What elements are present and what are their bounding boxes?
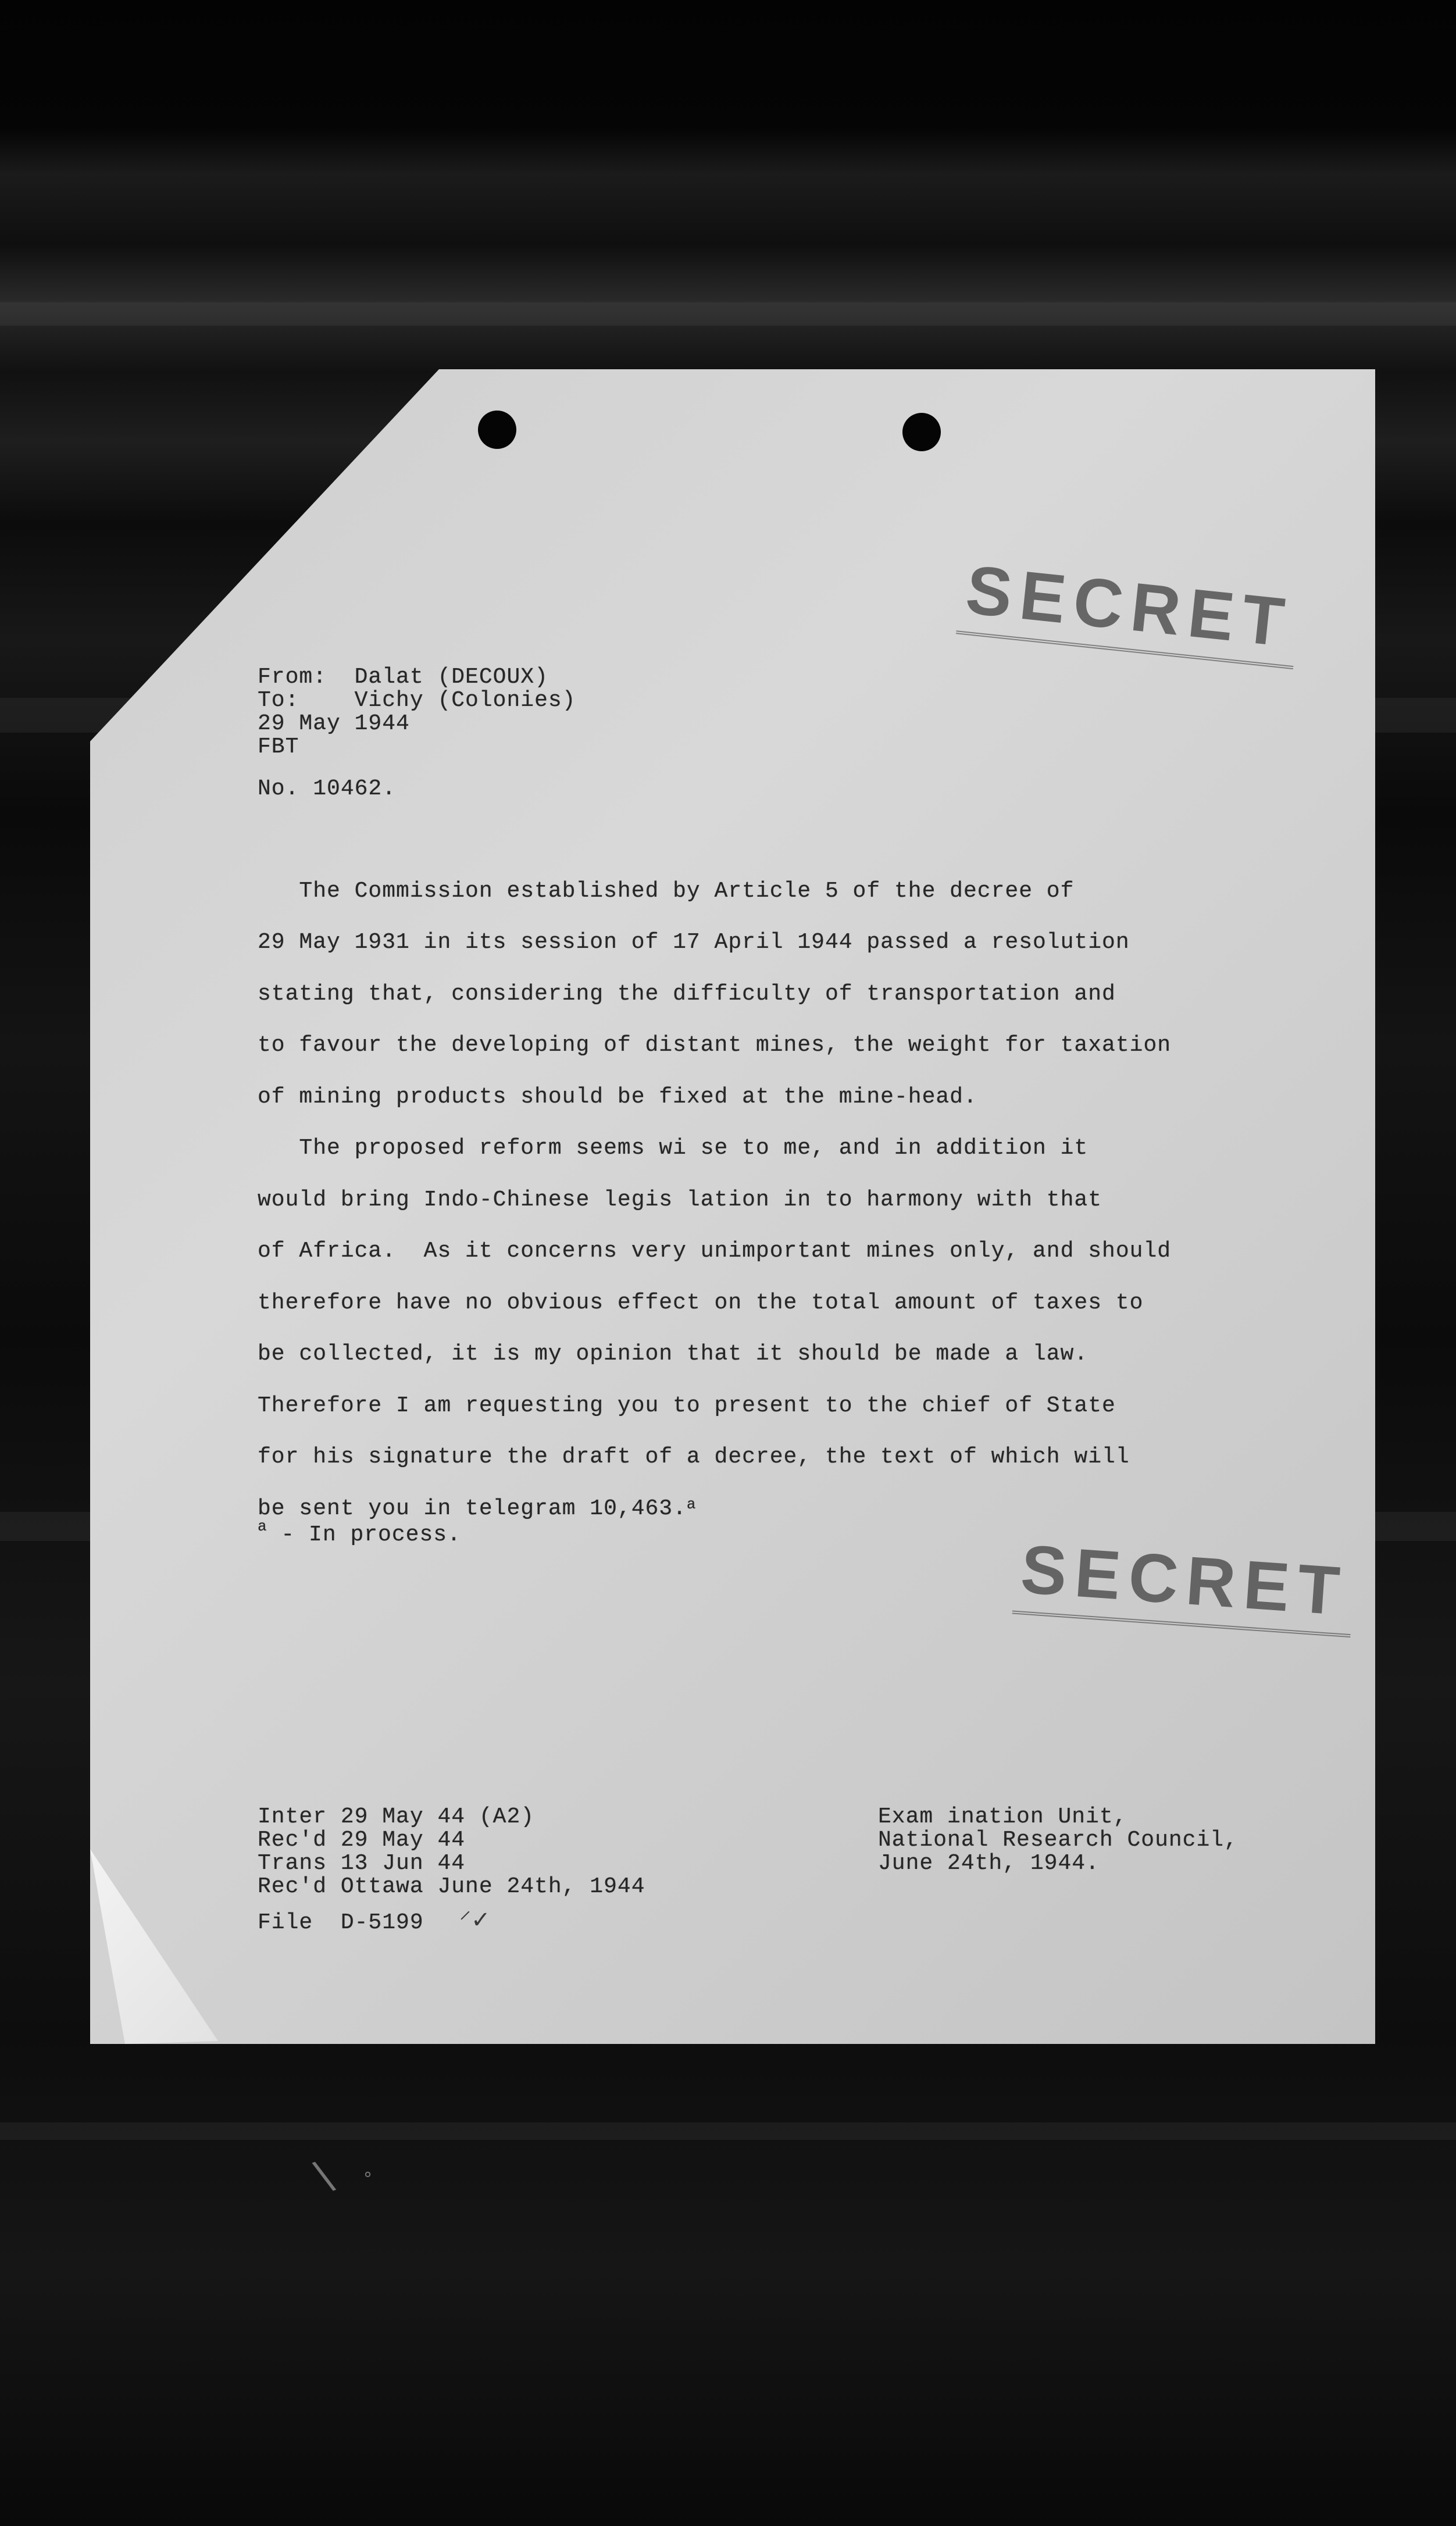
body-line: Therefore I am requesting you to present to the chief of State bbox=[258, 1393, 1116, 1418]
scan-artifact-icon: ° bbox=[363, 2169, 372, 2189]
unit-line: Exam ination Unit, bbox=[878, 1804, 1127, 1829]
file-reference: File D-5199 bbox=[258, 1910, 424, 1935]
body-line: The Commission established by Article 5 of the decree of bbox=[258, 878, 1075, 904]
recd-ottawa-line: Rec'd Ottawa June 24th, 1944 bbox=[258, 1874, 645, 1899]
body-line: for his signature the draft of a decree, the text of which will bbox=[258, 1444, 1130, 1469]
body-line: 29 May 1931 in its session of 17 April 1944 passed a resolution bbox=[258, 930, 1130, 955]
secret-stamp-top: SECRET bbox=[956, 550, 1302, 669]
routing-header bbox=[258, 643, 576, 759]
footnote-marker: a bbox=[686, 1495, 697, 1513]
footnote-label: a bbox=[258, 1518, 267, 1535]
inter-line: Inter 29 May 44 (A2) bbox=[258, 1804, 535, 1829]
body-line: of mining products should be fixed at the mine-head. bbox=[258, 1084, 977, 1109]
to-line: To: Vichy (Colonies) bbox=[258, 688, 576, 713]
body-line: of Africa. As it concerns very unimportant mines only, and should bbox=[258, 1239, 1172, 1264]
secret-stamp-bottom: SECRET bbox=[1012, 1529, 1356, 1637]
examination-unit-block bbox=[878, 1782, 1238, 1875]
body-line: The proposed reform seems wi se to me, and in addition it bbox=[258, 1136, 1089, 1161]
scan-artifact-icon: \ bbox=[309, 2150, 338, 2200]
body-line: stating that, considering the difficulty of transportation and bbox=[258, 981, 1116, 1007]
message-body bbox=[258, 814, 1171, 1535]
punch-hole-left bbox=[478, 411, 516, 449]
message-number: No. 10462. bbox=[258, 776, 397, 801]
body-line: to favour the developing of distant mines, the weight for taxation bbox=[258, 1033, 1172, 1058]
body-line: therefore have no obvious effect on the total amount of taxes to bbox=[258, 1290, 1144, 1315]
body-line: be collected, it is my opinion that it should be made a law. bbox=[258, 1342, 1089, 1367]
body-line: would bring Indo-Chinese legis lation in to harmony with that bbox=[258, 1187, 1102, 1212]
scan-band bbox=[0, 2122, 1456, 2140]
footnote bbox=[258, 1518, 461, 1547]
code-line: FBT bbox=[258, 734, 299, 759]
unit-date-line: June 24th, 1944. bbox=[878, 1851, 1100, 1876]
body-line: be sent you in telegram 10,463. bbox=[258, 1496, 687, 1521]
council-line: National Research Council, bbox=[878, 1828, 1238, 1853]
trans-line: Trans 13 Jun 44 bbox=[258, 1851, 466, 1876]
footnote-text: - In process. bbox=[281, 1522, 461, 1547]
scan-band bbox=[0, 302, 1456, 326]
recd-line: Rec'd 29 May 44 bbox=[258, 1828, 466, 1853]
from-line: From: Dalat (DECOUX) bbox=[258, 665, 548, 690]
punch-hole-right bbox=[902, 413, 941, 451]
handling-record bbox=[258, 1782, 645, 1899]
handwritten-check-icon: ⸍✓ bbox=[459, 1907, 491, 1933]
date-line: 29 May 1944 bbox=[258, 711, 410, 736]
